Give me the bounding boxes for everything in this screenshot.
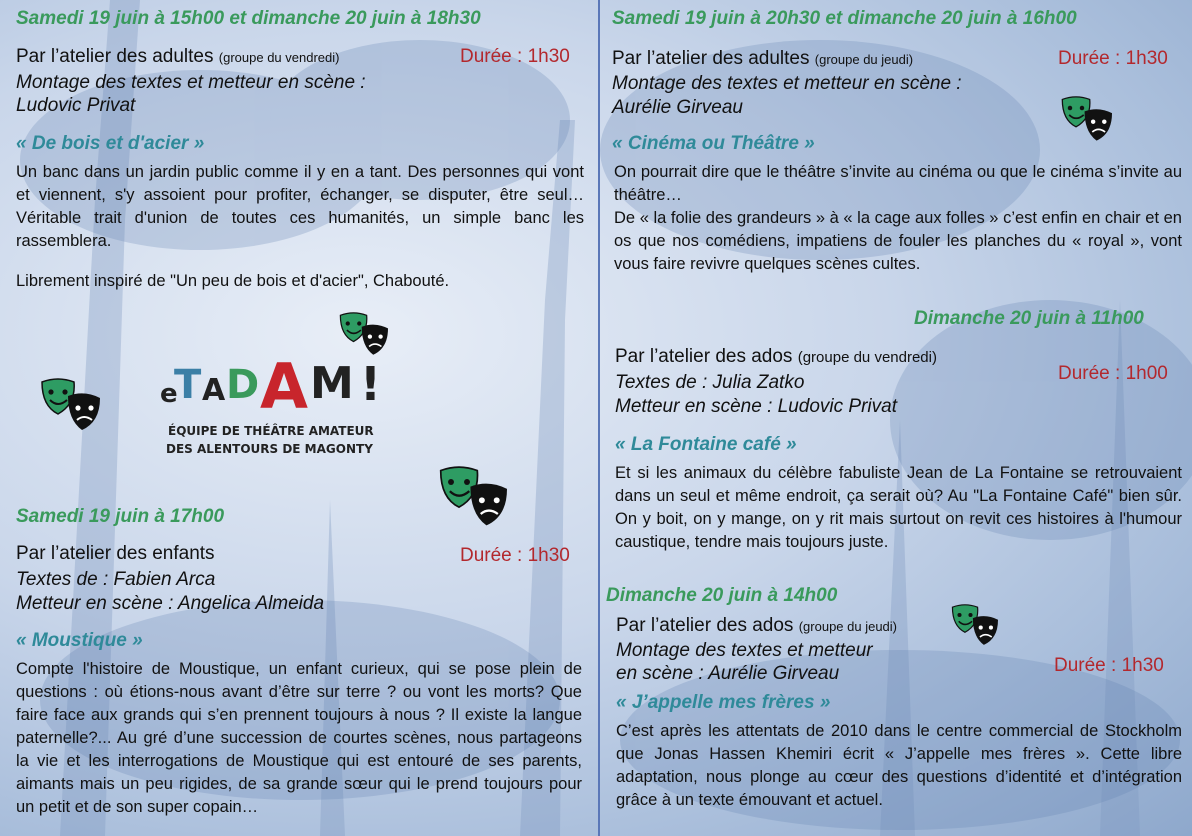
duration: Durée : 1h30 <box>460 545 570 566</box>
play-title: « La Fontaine café » <box>615 434 797 455</box>
column-divider <box>598 0 600 836</box>
credit-line: Aurélie Girveau <box>612 97 743 118</box>
atelier-name: Par l’atelier des adultes <box>16 46 214 67</box>
svg-text:!: ! <box>360 357 381 411</box>
play-description: De « la folie des grandeurs » à « la cage aux folles » c’est enfin en chair et en os que nos comédiens, impatiens de fouler les planches du « royal », vont vous faire revivre quelques scènes cultes. <box>614 209 1182 273</box>
atelier-label <box>16 46 339 68</box>
play-description: C’est après les attentats de 2010 dans le centre commercial de Stockholm que Jonas Hassen Khemiri écrit « J’appelle mes frères ». Cette libre adaptation, nous plonge au cœur des questions d’identité et d’intégration grâce à un texte émouvant et actuel. <box>616 722 1182 809</box>
play-title: « Cinéma ou Théâtre » <box>612 133 815 154</box>
credit-line: Ludovic Privat <box>16 95 136 116</box>
play-description: Un banc dans un jardin public comme il y en a tant. Des personnes qui vont et viennent, s'y assoient pour profiter, échanger, se disputer, être seul… Véritable trait d'union de toutes ces humanités, un simple banc les rassemblera. <box>16 163 584 250</box>
svg-text:A: A <box>202 373 226 408</box>
atelier-label <box>615 346 937 368</box>
duration: Durée : 1h00 <box>1058 363 1168 384</box>
atelier-group: (groupe du jeudi) <box>814 52 914 67</box>
svg-text:T: T <box>174 362 202 408</box>
atelier-name: Par l’atelier des ados <box>616 615 794 636</box>
duration: Durée : 1h30 <box>460 46 570 67</box>
svg-text:A: A <box>260 350 308 423</box>
svg-text:D: D <box>226 362 260 408</box>
credit-line: Montage des textes et metteur en scène : <box>612 73 962 94</box>
credit-line: Metteur en scène : Angelica Almeida <box>16 593 325 614</box>
credit-line: Montage des textes et metteur en scène : <box>16 72 366 93</box>
play-title: « De bois et d'acier » <box>16 133 205 154</box>
show-date: Samedi 19 juin à 20h30 et dimanche 20 juin à 16h00 <box>612 8 1077 29</box>
atelier-name: Par l’atelier des ados <box>615 346 793 367</box>
credit-line: Montage des textes et metteur <box>616 640 873 661</box>
theatre-masks-icon <box>1060 96 1116 144</box>
atelier-label: Par l’atelier des enfants <box>16 543 215 564</box>
logo-line2: DES ALENTOURS DE MAGONTY <box>166 442 373 456</box>
atelier-group: (groupe du vendredi) <box>797 349 937 366</box>
play-description: Et si les animaux du célèbre fabuliste Jean de La Fontaine se retrouvaient dans un seul et même endroit, ça serait où? Au "La Fontaine Café" bien sûr. On y boit, on y mange, on y rit mais surtout on revit ces histoires à l'humour caustique, tendre mais toujours juste. <box>615 464 1182 551</box>
play-description: On pourrait dire que le théâtre s’invite au cinéma ou que le cinéma s’invite au théâtre… <box>614 163 1182 204</box>
atelier-label <box>612 48 913 70</box>
duration: Durée : 1h30 <box>1058 48 1168 69</box>
theatre-masks-icon <box>437 466 513 530</box>
etadam-logo <box>160 350 420 465</box>
theatre-masks-icon <box>338 312 392 358</box>
show-date: Samedi 19 juin à 15h00 et dimanche 20 juin à 18h30 <box>16 8 481 29</box>
theatre-masks-icon <box>950 604 1002 648</box>
show-date: Dimanche 20 juin à 11h00 <box>914 308 1144 329</box>
credit-line: Metteur en scène : Ludovic Privat <box>615 396 897 417</box>
show-date: Dimanche 20 juin à 14h00 <box>606 585 838 606</box>
atelier-label <box>616 615 897 637</box>
theatre-masks-icon <box>40 378 104 434</box>
credit-line: Textes de : Fabien Arca <box>16 569 216 590</box>
play-title: « J’appelle mes frères » <box>616 692 831 713</box>
show-date: Samedi 19 juin à 17h00 <box>16 506 225 527</box>
play-description: Compte l'histoire de Moustique, un enfant curieux, qui se pose plein de questions : où étions-nous avant d’être sur terre ? ou vont les morts? Que faire face aux grands qui s’en prennent toujours à nous ? Il existe la langue paternelle?... Au gré d’une succession de courtes scènes, nous partageons la vie et les interrogations de Moustique qui est entouré de ses parents, aimants mais un peu rigides, de sa grande sœur qui le prend toujours pour un petit et de son super copain… <box>16 660 582 816</box>
svg-text:e: e <box>160 379 178 409</box>
play-title: « Moustique » <box>16 630 143 651</box>
duration: Durée : 1h30 <box>1054 655 1164 676</box>
atelier-name: Par l’atelier des adultes <box>612 48 810 69</box>
logo-line1: ÉQUIPE DE THÉÂTRE AMATEUR <box>168 424 374 438</box>
atelier-group: (groupe du jeudi) <box>798 619 898 634</box>
play-source: Librement inspiré de "Un peu de bois et d'acier", Chabouté. <box>16 272 450 290</box>
svg-text:M: M <box>310 358 354 409</box>
atelier-group: (groupe du vendredi) <box>218 50 340 65</box>
credit-line: Textes de : Julia Zatko <box>615 372 805 393</box>
logo-wordmark <box>160 350 420 460</box>
credit-line: en scène : Aurélie Girveau <box>616 663 840 684</box>
